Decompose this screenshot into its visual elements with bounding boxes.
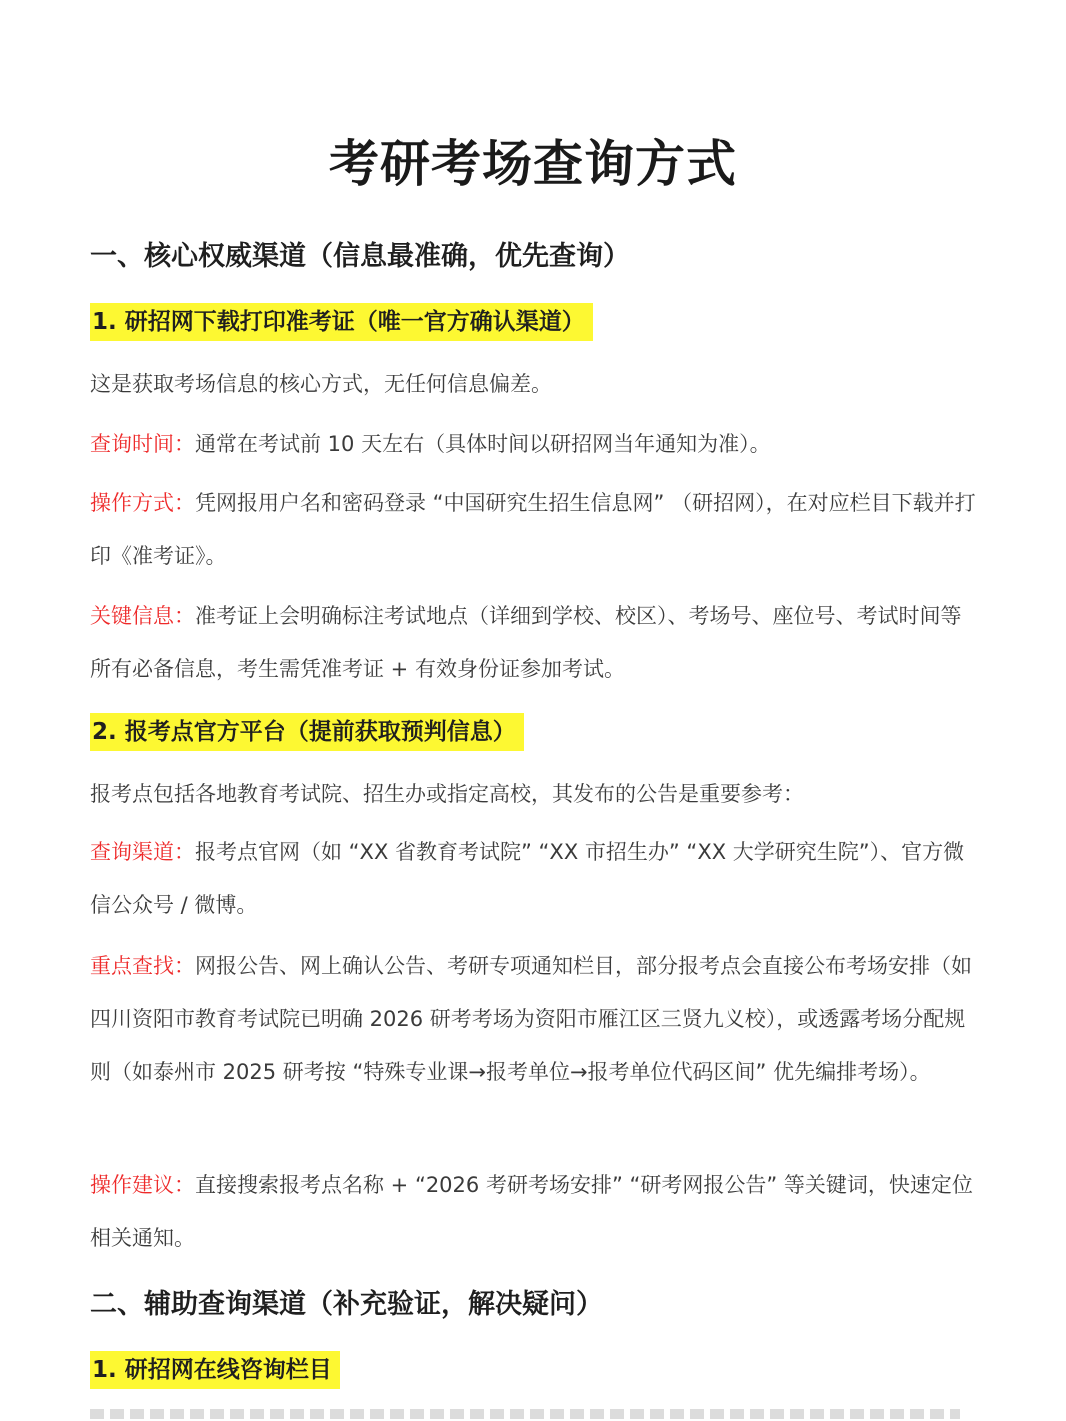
list-item	[90, 940, 980, 1099]
list-item	[90, 477, 980, 583]
item-label: 操作建议：	[90, 1173, 195, 1197]
list-item	[90, 1159, 980, 1265]
section-2-heading: 二、辅助查询渠道（补充验证，解决疑问）	[90, 1289, 603, 1320]
list-item	[90, 826, 980, 932]
faded-text-placeholder	[90, 1409, 960, 1419]
highlight-mark: 1. 研招网下载打印准考证（唯一官方确认渠道）	[90, 303, 593, 341]
cut-off-text-line	[0, 1395, 1066, 1421]
page-title: 考研考场查询方式	[329, 135, 737, 193]
highlight-mark: 2. 报考点官方平台（提前获取预判信息）	[90, 713, 524, 751]
item-text: 报考点官网（如 “XX 省教育考试院” “XX 市招生办” “XX 大学研究生院”）、官方微信公众号 / 微博。	[90, 840, 965, 917]
item-label: 关键信息：	[90, 604, 195, 628]
item-label: 重点查找：	[90, 954, 195, 978]
item-label: 操作方式：	[90, 491, 195, 515]
highlight-mark: 1. 研招网在线咨询栏目	[90, 1351, 340, 1389]
list-item	[90, 590, 980, 696]
item-text: 凭网报用户名和密码登录 “中国研究生招生信息网” （研招网），在对应栏目下载并打印《准考证》。	[90, 491, 976, 568]
item-text: 网报公告、网上确认公告、考研专项通知栏目，部分报考点会直接公布考场安排（如四川资阳市教育考试院已明确 2026 研考考场为资阳市雁江区三贤九义校），或透露考场分配规则（如泰州市 2025 研考按 “特殊专业课→报考单位→报考单位代码区间” 优先编排考场）。	[90, 954, 972, 1084]
item-label: 查询时间：	[90, 432, 195, 456]
section-1-sub-1-heading	[90, 305, 593, 339]
section-1-sub-2-intro: 报考点包括各地教育考试院、招生办或指定高校，其发布的公告是重要参考：	[90, 782, 804, 806]
section-1-sub-1-intro: 这是获取考场信息的核心方式，无任何信息偏差。	[90, 372, 552, 396]
section-1-heading: 一、核心权威渠道（信息最准确，优先查询）	[90, 241, 630, 272]
item-text: 通常在考试前 10 天左右（具体时间以研招网当年通知为准）。	[195, 432, 771, 456]
section-2-sub-1-heading	[90, 1353, 340, 1387]
list-item	[90, 418, 980, 471]
item-text: 准考证上会明确标注考试地点（详细到学校、校区）、考场号、座位号、考试时间等所有必备信息，考生需凭准考证 + 有效身份证参加考试。	[90, 604, 962, 681]
item-text: 直接搜索报考点名称 + “2026 考研考场安排” “研考网报公告” 等关键词，快速定位相关通知。	[90, 1173, 973, 1250]
section-1-sub-2-heading	[90, 715, 524, 749]
item-label: 查询渠道：	[90, 840, 195, 864]
